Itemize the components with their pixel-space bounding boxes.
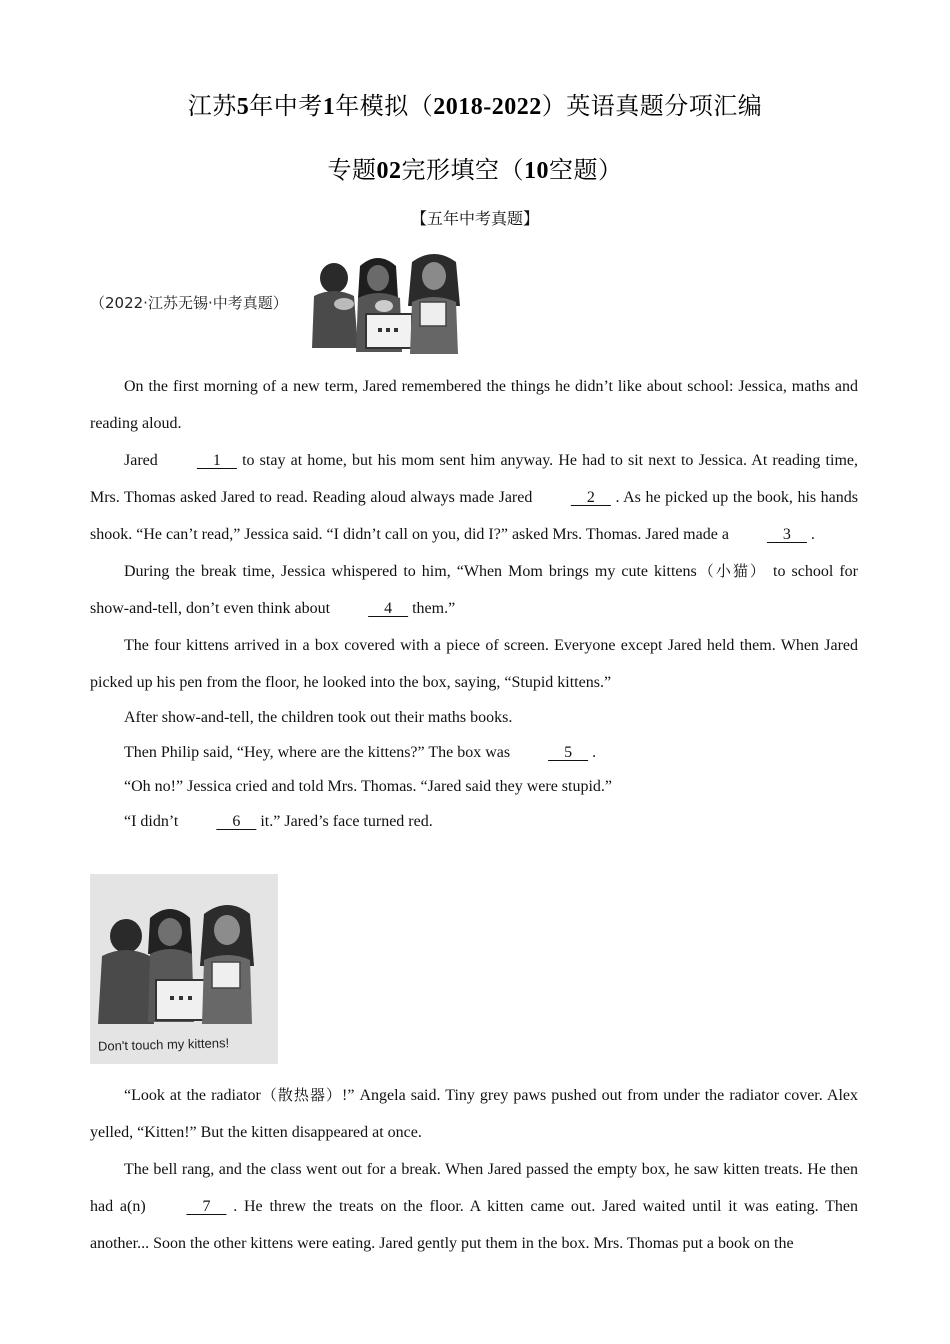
subtitle-part: 完形填空（ <box>401 156 524 184</box>
paragraph <box>90 442 858 553</box>
kittens-photo <box>90 874 278 1064</box>
text-run: （散热器） <box>260 1086 343 1104</box>
text-run: !” Angela said. Tiny grey paws pushed out from under the radiator cover. Alex yelled, “Kitten!” But the kitten disappeared at once. <box>90 1087 859 1141</box>
blank-2[interactable]: 2 <box>570 489 611 506</box>
blank-5[interactable]: 5 <box>548 743 589 761</box>
subtitle-part: 空题） <box>549 156 623 184</box>
blank-6[interactable]: 6 <box>216 812 257 830</box>
paragraph <box>90 805 858 840</box>
blank-7[interactable]: 7 <box>186 1198 227 1215</box>
paragraph <box>90 553 858 627</box>
title-part: 江苏 <box>187 92 237 120</box>
passage-part-1 <box>90 368 858 839</box>
text-run: During the break time, Jessica whispered to him, “When Mom brings my cute kittens <box>124 563 697 580</box>
text-run: “Look at the radiator <box>124 1087 261 1104</box>
text-run: “I didn’t <box>124 812 183 830</box>
text-run: to stay at home, but his mom sent him anyway. He had to sit next to Jessica. At reading time, Mrs. Thomas asked Jared to read. Reading aloud always made Jared <box>90 452 858 506</box>
text-run: Jared <box>124 452 163 469</box>
passage-part-2 <box>90 1077 858 1262</box>
subtitle-part: 专题 <box>327 156 377 184</box>
paragraph: The four kittens arrived in a box covered with a piece of screen. Everyone except Jared held them. When Jared picked up his pen from the floor, he looked into the box, saying, “Stupid kittens.” <box>90 637 858 691</box>
title-part: 5 <box>236 94 250 120</box>
text-run: . As he picked up the book, his hands shook. “He can’t read,” Jessica said. “I didn’t call on you, did I?” asked Mrs. Thomas. Jared made a <box>90 489 859 543</box>
text-run: The bell rang, and the class went out for a break. When Jared passed the empty box, he saw kitten treats. He then had a(n) <box>90 1161 858 1215</box>
title-part: 1 <box>322 94 336 120</box>
paragraph: On the first morning of a new term, Jared remembered the things he didn’t like about school: Jessica, maths and reading aloud. <box>90 378 858 432</box>
subtitle-part: 02 <box>376 158 402 184</box>
photo-caption: Don't touch my kittens! <box>97 1035 230 1054</box>
question-source: （2022·江苏无锡·中考真题） <box>90 294 288 312</box>
text-run: Then Philip said, “Hey, where are the kittens?” The box was <box>124 743 515 761</box>
text-run: . <box>806 526 815 543</box>
text-run: . He threw the treats on the floor. A kitten came out. Jared waited until it was eating. Then another... Soon the other kittens were eating. Jared gently put them in the box. Mrs. Thomas put a book on the <box>90 1198 859 1252</box>
subtitle-part: 10 <box>524 158 549 184</box>
blank-3[interactable]: 3 <box>766 526 807 543</box>
children-with-kittens-illustration <box>304 248 470 358</box>
title-part: 年中考 <box>249 92 323 120</box>
paragraph: “Oh no!” Jessica cried and told Mrs. Thomas. “Jared said they were stupid.” <box>124 778 613 796</box>
document-subtitle <box>0 150 950 185</box>
paragraph <box>90 1077 858 1151</box>
section-heading: 【五年中考真题】 <box>410 209 539 228</box>
text-run: （小猫） <box>696 562 767 580</box>
title-part: 2018-2022 <box>433 94 542 120</box>
paragraph <box>90 1151 858 1262</box>
text-run: to school for show-and-tell, don’t even think about <box>90 563 859 617</box>
text-run: them.” <box>408 600 456 617</box>
blank-4[interactable]: 4 <box>368 600 409 617</box>
text-run: it.” Jared’s face turned red. <box>256 812 433 830</box>
title-part: ）英语真题分项汇编 <box>541 92 763 120</box>
paragraph <box>90 736 858 771</box>
text-run: . <box>588 743 597 761</box>
paragraph: After show-and-tell, the children took out their maths books. <box>124 709 513 726</box>
document-title <box>0 86 950 121</box>
blank-1[interactable]: 1 <box>196 452 237 469</box>
title-part: 年模拟（ <box>335 92 434 120</box>
